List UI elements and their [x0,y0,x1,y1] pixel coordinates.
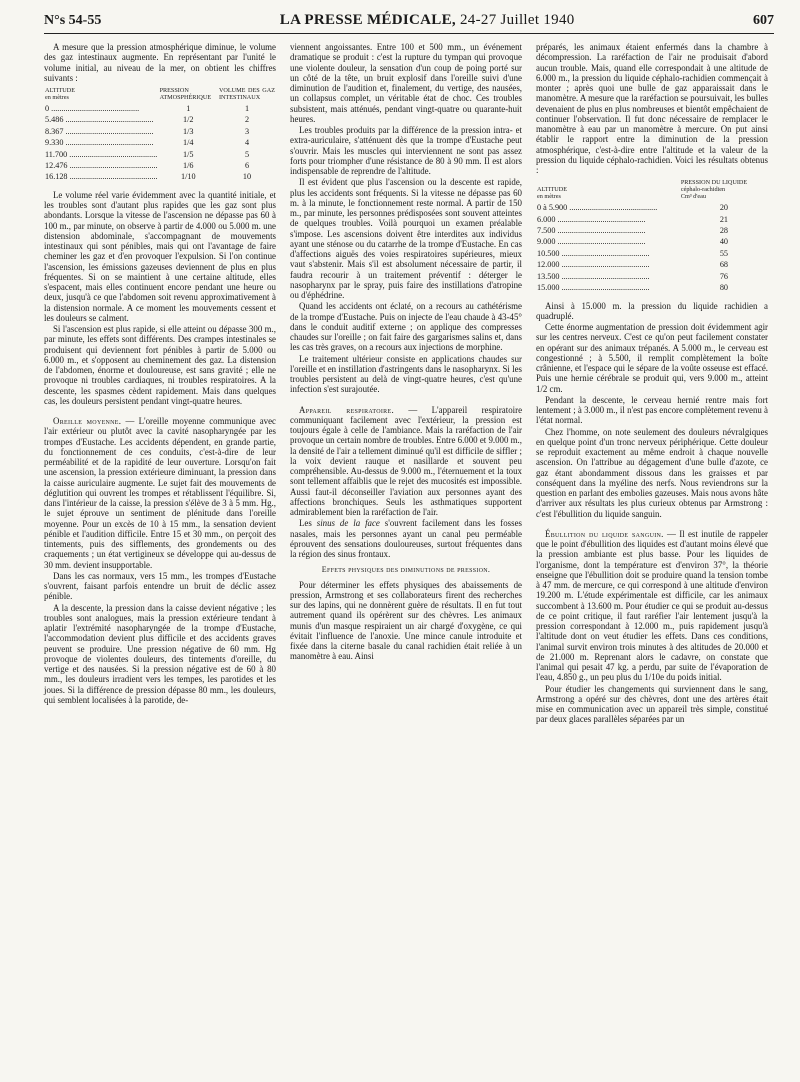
paragraph: Le volume réel varie évidemment avec la quantité initiale, et les troubles sont d'autant plus rapides que les gaz sont plus abondants. Lorsque la vitesse de l'ascension ne dépasse pas 60 à 100 m., par minute, on observe à partir de 4.000 ou 5.000 m. une distension abdominale, s'accompagnant de mouvements intestinaux qui sont pénibles, mais qui ont l'avantage de faire cheminer les gaz et d'en provoquer l'expulsion. Si l'on continue l'ascension, les émissions gazeuses deviennent de plus en plus fréquentes. Si on se maintient à une certaine altitude, elles s'espacent, mais elles continuent encore pendant une heure ou deux, jusqu'à ce que l'abdomen soit revenu approximativement à la distension normale. A ce moment les mouvements cessent et les douleurs se calment. [44,189,276,323]
table-header-pressure: PRESSION ATMOSPHÉRIQUE [159,87,212,101]
table-cell-altitude: 8.367 ..... [45,127,158,136]
table-header-csf-pressure: PRESSION DU LIQUIDE céphalo-rachidien Cm³ d'eau [680,179,748,201]
column-1 [44,42,276,726]
table-cell-csf-pressure: 68 [719,260,728,270]
table-cell-altitude: 7.500 ..... [537,226,679,235]
table-cell-csf-pressure: 40 [719,237,728,247]
table-cell-altitude: 6.000 ..... [537,215,679,224]
paragraph-respiratoire: Appareil respiratoire. — L'appareil respiratoire communiquant facilement avec l'extérieur, la pression est toujours égale à celle de l'ambiance. Mais la raréfaction de l'air provoque un certain nombre de troubles. Entre 6.000 et 9.000 m., la densité de l'air a tellement diminué qu'il est difficile de siffler ; la voix devient rauque et nasillarde et souvent peu compréhensible. Au-dessus de 9.000 m., l'éternuement et la toux sont tellement affaiblis que le rejet des mucosités est impossible. Aussi faut-il déconseiller l'aviation aux personnes ayant des affections bronchiques. Seuls les asthmatiques supportent admirablement bien la raréfaction de l'air. [290,404,523,517]
table-row [536,214,768,225]
journal-title-line [280,12,575,29]
paragraph: Si l'ascension est plus rapide, si elle atteint ou dépasse 300 m., par minute, les effets sont différents. Des crampes intestinales se produisent qui deviennent fort pénibles à partir de 5.000 ou 6.000 m., et s'opposent au cheminement des gaz. La distension de l'abdomen, énorme et douloureuse, est sans gravité ; elle ne provoque ni troubles cardiaques, ni troubles respiratoires. A la descente, les spasmes cèdent rapidement. Mais dans quelques cas, les douleurs persistent pendant vingt-quatre heures. [44,324,276,406]
paragraph: Le traitement ultérieur consiste en applications chaudes sur l'oreille et en instillation d'astringents dans le nasopharynx. Si les troubles persistent au delà de vingt-quatre heures, c'est qu'une infection s'est surajoutée. [290,353,522,395]
table-row [536,282,768,293]
table-row [536,202,768,213]
table-row [44,149,276,160]
csf-pressure-rows [536,202,768,293]
paragraph: Pour étudier les changements qui surviennent dans le sang, Armstrong a opéré sur des chèvres, dont une des artères était mise en communication avec un appareil très simple, constitué par deux glaces parallèles séparées par un [536,683,768,725]
paragraph: Ainsi à 15.000 m. la pression du liquide rachidien a quadruplé. [536,300,768,321]
paragraph: Dans les cas normaux, vers 15 mm., les trompes d'Eustache s'ouvrent, faisant parfois entendre un bruit de déclic assez pénible. [44,570,276,602]
csf-pressure-table [536,178,768,293]
table-row [44,114,276,125]
paragraph: Quand les accidents ont éclaté, on a recours au cathétérisme de la trompe d'Eustache. Puis on injecte de l'eau chaude à 43-45° dans le conduit auditif externe ; on applique des compresses chaudes sur l'oreille ; on fait faire des gargarismes salins et, dans les cas très graves, on a recours aux injections de morphine. [290,301,522,353]
journal-title: LA PRESSE MÉDICALE, [279,12,456,28]
paragraph: Pendant la descente, le cerveau hernié rentre mais fort lentement ; à 3.000 m., il n'est pas encore complètement revenu à l'état normal. [536,394,768,426]
table-header-altitude: ALTITUDE en mètres [45,87,76,101]
table-cell-altitude: 12.000 ..... [537,260,679,269]
section-title-respiratoire: Appareil respiratoire. [299,404,394,415]
table-cell-volume: 4 [244,138,250,148]
table-row [536,271,768,282]
table-cell-pressure: 1/4 [183,138,194,148]
gas-volume-rows [44,103,276,183]
paragraph: Chez l'homme, on note seulement des douleurs névralgiques en quelque point d'un tronc nerveux périphérique. Cette douleur se reproduit exactement au même endroit à chaque nouvelle ascension. On l'attribue au dégagement d'une bulle d'azote, ce gaz étant abondamment dissous dans les graisses et par conséquent dans la myéline des nerfs. Nous reviendrons sur la question en parlant des embolies gazeuses. Mais nous avons hâte d'arriver aux résultats les plus curieux obtenus par Armstrong : c'est l'ébullition du liquide sanguin. [536,426,768,519]
table-cell-altitude: 9.000 ..... [537,237,679,246]
table-cell-altitude: 13.500 ..... [537,272,679,281]
paragraph: Cette énorme augmentation de pression doit évidemment agir sur les centres nerveux. C'est ce qu'on peut facilement constater en opérant sur des animaux trépanés. A 5.000 m., le cerveau est congestionné ; à 5.500, il remplit complètement la boîte crânienne, et l'espace qui le sépare de la voûte osseuse est effacé. Puis une hernie cérébrale se produit qui, vers 9.000 m., atteint 1/2 cm. [536,322,768,394]
table-cell-csf-pressure: 55 [719,248,728,258]
paragraph: A la descente, la pression dans la caisse devient négative ; les troubles sont analogues, mais la pression extérieure tendant à aplatir l'extrémité nasopharyngée de la trompe d'Eustache, l'accommodation devient plus difficile et des accidents graves peuvent se produire. Une pression négative de 60 mm. Hg provoque de violentes douleurs, des tintements d'oreille, du vertige et des nausées. Si la pression négative est de 60 à 80 mm., les douleurs irradient vers les tempes, les parotides et les joues. Si la différence de pression dépasse 80 mm., les douleurs, qui semblent localisées à la parotide, de- [44,602,276,705]
table-cell-altitude: 0 à 5.900 ..... [537,203,679,212]
section-title-ebullition: Ébullition du liquide sanguin. [545,528,664,539]
table-cell-altitude: 5.486 ..... [45,115,158,124]
table-row [44,126,276,137]
paragraph-sinus: Les sinus de la face s'ouvrent facilement dans les fosses nasales, mais les personnes ayant un canal peu perméable éprouvent des sensations douloureuses, surtout fréquentes dans la région des sinus frontaux. [290,518,522,559]
table-header-altitude: ALTITUDE en mètres [537,186,568,201]
table-row [536,259,768,270]
table-cell-pressure: 1/10 [180,172,196,182]
paragraph: viennent angoissantes. Entre 100 et 500 mm., un événement dramatique se produit : c'est la rupture du tympan qui provoque une violente douleur, la sensation d'un coup de poing porté sur un côté de la tête, un bruit explosif dans l'oreille suivi d'une diminution de l'audition et, finalement, du vertige, des nausées, un collapsus complet, un véritable état de choc. Ces troubles subsistent, mais atténués, pendant vingt-quatre ou quarante-huit heures. [290,42,522,124]
table-cell-volume: 1 [244,104,250,113]
table-cell-pressure: 1 [186,104,191,113]
table-cell-csf-pressure: 21 [719,214,728,224]
table-cell-altitude: 9.330 ..... [45,138,158,147]
section-title-oreille: Oreille moyenne. [53,416,122,427]
paragraph: préparés, les animaux étaient enfermés dans la chambre à décompression. La raréfaction de l'air ne produisait d'abord aucun trouble. Mais, quand elle correspondait à une altitude de 6.000 m., la pression du liquide céphalo-rachidien commençait à monter ; après quoi une bulle de gaz apparaissait dans le manomètre. A mesure que la raréfaction se poursuivait, les bulles devenaient de plus en plus nombreuses et bientôt empêchaient de continuer l'observation. Il fut donc nécessaire de remplacer le manomètre à eau par un manomètre à mercure. On put ainsi établir le rapport entre la diminution de la pression atmosphérique, c'est-à-dire entre l'altitude et la valeur de la pression du liquide céphalo-rachidien. Voici les résultats obtenus : [536,42,768,175]
table-cell-pressure: 1/5 [183,149,194,159]
issue-number: N°s 54-55 [44,13,102,28]
table-cell-csf-pressure: 28 [719,226,728,236]
paragraph: A mesure que la pression atmosphérique diminue, le volume des gaz intestinaux augmente. En représentant par l'unité le volume initial, au niveau de la mer, on obtient les chiffres suivants : [44,42,276,83]
table-row [44,137,276,148]
paragraph: Il est évident que plus l'ascension ou la descente est rapide, plus les accidents sont fréquents. Si la vitesse ne dépasse pas 60 m. à la minute, le fonctionnement reste normal. A partir de 150 m., par minute, les personnes prédisposées sont souvent atteintes de quelques troubles. Voilà pourquoi un examen préalable s'impose. Les ascensions doivent être interdites aux individus ayant une sténose ou du catarrhe de la trompe d'Eustache. En cas d'affections aiguës des voies respiratoires supérieures, mieux vaut s'abstenir. Mais s'il est absolument nécessaire de partir, il faudra recourir à un traitement préventif : déterger le nasopharynx par le spray, puis faire des instillations d'atropine ou d'éphédrine. [290,177,522,300]
table-cell-altitude: 12.476 ..... [45,161,158,170]
table-cell-altitude: 10.500 ..... [537,249,679,258]
table-cell-csf-pressure: 80 [719,283,728,293]
table-cell-pressure: 1/6 [183,161,194,171]
section-title-effets: Effets physiques des diminutions de pression. [321,565,491,575]
table-cell-volume: 2 [244,115,250,125]
column-2 [290,42,522,726]
table-row [44,103,276,114]
paragraph: Les troubles produits par la différence de la pression intra- et extra-auriculaire, s'atténuent dès que la trompe d'Eustache peut s'ouvrir. Mais les muscles qui interviennent ne sont pas assez forts pour triompher d'une résistance de 80 à 90 mm. Il est alors indispensable de reprendre de l'altitude. [290,125,522,176]
table-row [536,225,768,236]
table-cell-csf-pressure: 76 [719,271,728,281]
table-cell-altitude: 15.000 ..... [537,283,679,292]
table-cell-altitude: 16.128 ..... [45,172,158,181]
paragraph-oreille: Oreille moyenne. — L'oreille moyenne communique avec l'air extérieur ou plutôt avec la cavité nasopharyngée par les trompes d'Eustache. Les accidents dépendent, en grande partie, du fonctionnement de ces conduits, c'est-à-dire de leur perméabilité et de la rapidité de leur ouverture. Lorsqu'on fait une ascension, la pression extérieure diminuant, la pression dans la caisse auriculaire augmente. Le sujet fait des mouvements de déglutition qui ouvrent les trompes et rétablissent l'équilibre. Si, dans l'intérieur de la caisse, la pression s'élève de 3 à 5 mm. Hg., le sujet éprouve un sentiment de plénitude dans l'oreille moyenne. Pour un excès de 10 à 15 mm., la sensation devient pénible et l'audition difficile. Entre 15 et 30 mm., on perçoit des tintements, puis des sifflements, des grondements ou des craquements ; un état vertigineux se développe qui au-dessus de 30 mm. devient insupportable. [44,416,276,570]
paragraph-ebullition: Ébullition du liquide sanguin. — Il est inutile de rappeler que le point d'ébullition des liquides est d'autant moins élevé que la pression ambiante est plus basse. Pour les liquides de l'organisme, dont la température est d'environ 37°, la théorie enseigne que l'ébullition doit se produire quand la tension tombe à 47 mm. de mercure, ce qui correspond à une altitude d'environ 19.200 m. L'étude expérimentale est difficile, car les animaux succombent à 13.600 m. Pour étudier ce qui se produit au-dessus de ce point critique, il faut raréfier l'air lentement jusqu'à la pression correspondant à 12.000 m., puis rapidement jusqu'à l'altitude dont on veut étudier les effets. Dans ces conditions, l'animal survit environ trois minutes à des altitudes de 20.000 et de 21.000 m. Reprenant alors le cadavre, on constate que l'animal qui pesait 47 kg. a perdu, par suite de l'évaporation de l'eau, 4.850 g., un peu plus du 1/10e du poids initial. [536,528,768,683]
running-header [44,12,774,34]
table-cell-volume: 5 [244,149,250,159]
sinus-term: sinus de la face [316,518,380,529]
table-cell-volume: 3 [244,126,250,136]
table-cell-csf-pressure: 20 [719,203,728,213]
table-row [44,171,276,182]
table-cell-altitude: 11.700 ..... [45,150,158,159]
table-row [536,248,768,259]
table-cell-pressure: 1/3 [183,126,194,136]
gas-volume-table [44,86,276,183]
column-3 [536,42,768,726]
article-columns [44,42,774,726]
table-cell-volume: 6 [244,161,250,171]
page-number: 607 [753,13,774,28]
paragraph: Pour déterminer les effets physiques des abaissements de pression, Armstrong et ses collaborateurs firent des recherches sur des lapins, qui ne donnèrent guère de résultats. Il en fut tout autrement quand ils opérèrent sur des chèvres. Les animaux munis d'un masque respiraient un air chargé d'oxygène, ce qui évitait l'influence de l'anoxie. Une mince canule introduite et fixée dans la citerne basale du canal rachidien était reliée à un manomètre à eau. Ainsi [290,579,522,662]
table-cell-pressure: 1/2 [183,115,194,125]
table-cell-altitude: 0 ..... [45,104,158,113]
table-cell-volume: 10 [242,172,252,182]
table-row [44,160,276,171]
issue-date: 24-27 Juillet 1940 [460,12,575,28]
table-row [536,236,768,247]
table-header-volume: VOLUME DES GAZ INTESTINAUX [218,87,275,101]
